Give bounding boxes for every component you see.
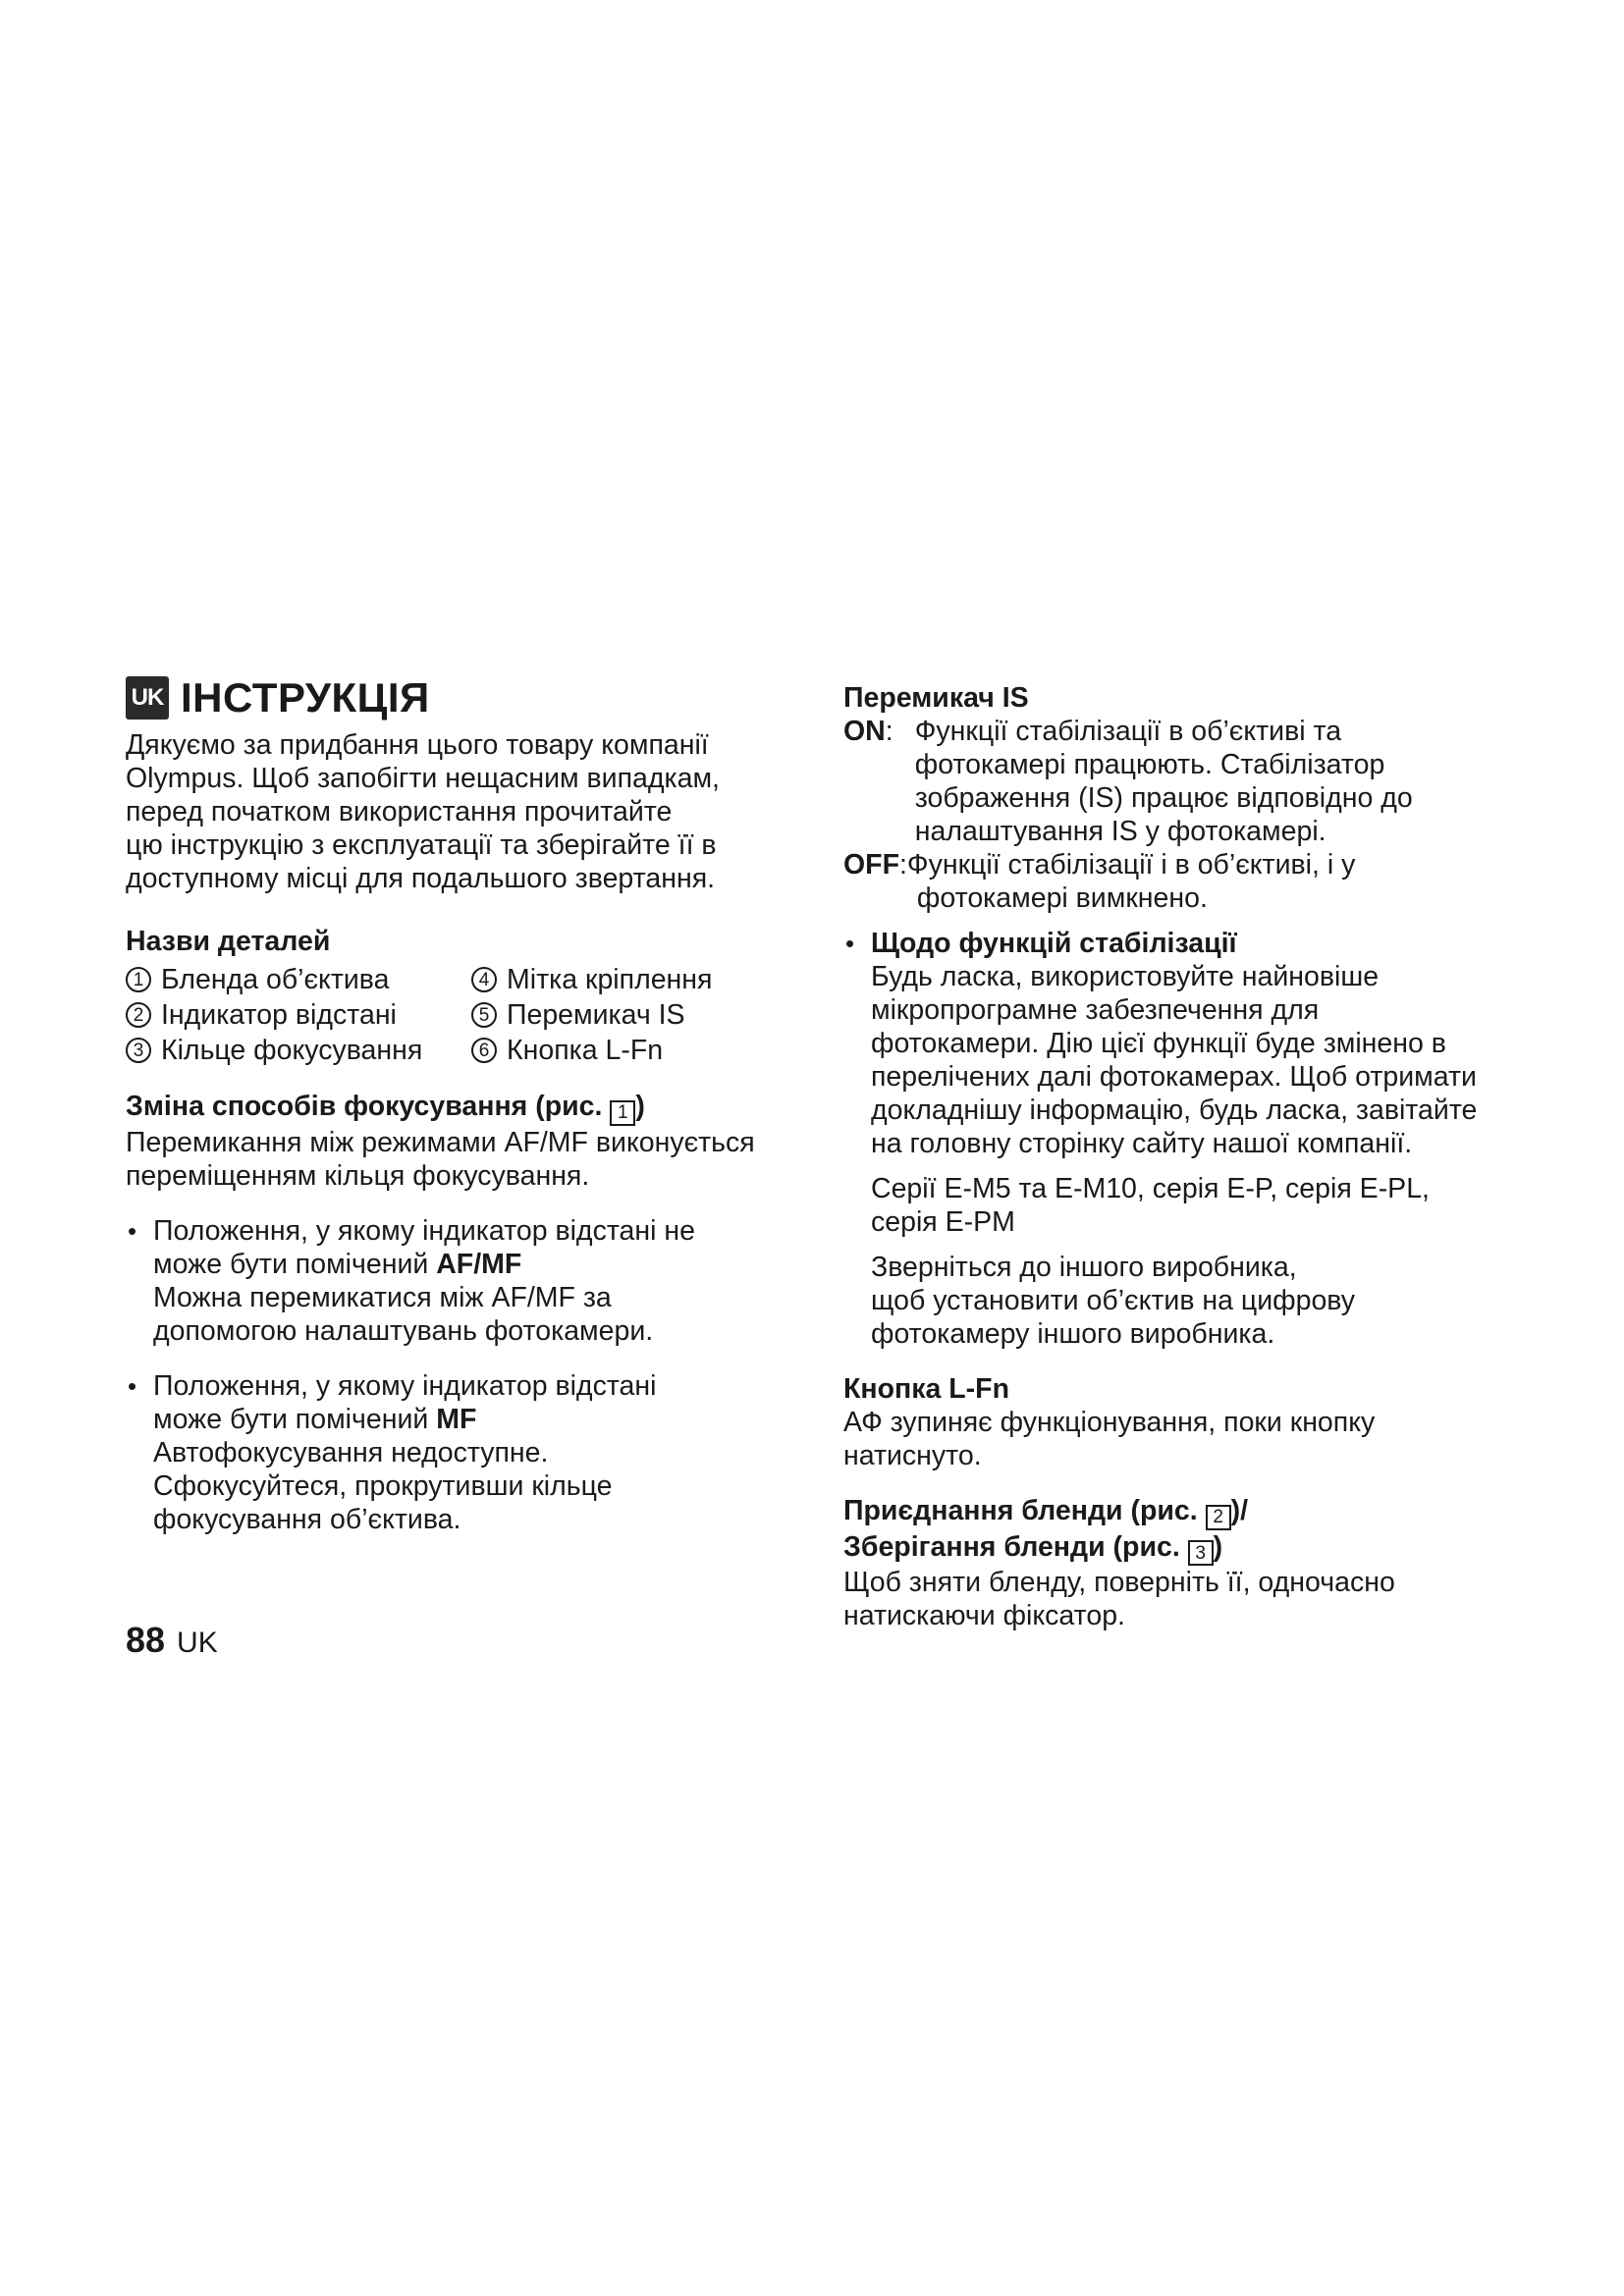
section-title bbox=[126, 675, 813, 721]
part-label: Індикатор відстані bbox=[161, 999, 397, 1031]
hood-heading-end: ) bbox=[1213, 1530, 1223, 1563]
right-column bbox=[843, 681, 1531, 1632]
stab-line: на головну сторінку сайту нашої компанії. bbox=[871, 1128, 1413, 1159]
bullet-line: Автофокусування недоступне. bbox=[153, 1436, 549, 1468]
term-separator: : bbox=[885, 716, 893, 747]
stab-line: Будь ласка, використовуйте найновіше bbox=[871, 961, 1380, 992]
other-line: щоб установити об’єктив на цифрову bbox=[871, 1285, 1356, 1316]
part-label: Перемикач IS bbox=[507, 999, 685, 1031]
focus-text-line: переміщенням кільця фокусування. bbox=[126, 1159, 590, 1192]
is-on-definition bbox=[843, 715, 1531, 848]
intro-paragraph bbox=[126, 728, 813, 895]
bullet-line: фокусування об’єктива. bbox=[153, 1503, 461, 1535]
other-line: фотокамеру іншого виробника. bbox=[871, 1318, 1275, 1350]
part-item bbox=[126, 962, 471, 997]
hood-heading-text: Приєднання бленди (рис. bbox=[843, 1495, 1206, 1526]
part-label: Мітка кріплення bbox=[507, 964, 713, 995]
bullet-line: • Положення, у якому індикатор відстані не bbox=[153, 1214, 695, 1247]
intro-line: доступному місці для подальшого звертання. bbox=[126, 863, 716, 894]
off-description bbox=[907, 848, 1355, 915]
other-line: Зверніться до іншого виробника, bbox=[871, 1252, 1297, 1283]
parts-heading: Назви деталей bbox=[126, 926, 331, 957]
on-term: ON bbox=[843, 716, 886, 747]
hood-heading-text: Зберігання бленди (рис. bbox=[843, 1530, 1188, 1563]
stab-line: перелічених далі фотокамерах. Щоб отримати bbox=[871, 1061, 1477, 1093]
series-line: серія E-PM bbox=[871, 1206, 1015, 1238]
part-item bbox=[126, 1033, 471, 1068]
on-line: налаштування IS у фотокамері. bbox=[914, 816, 1326, 847]
lfn-line: АФ зупиняє функціонування, поки кнопку bbox=[843, 1407, 1376, 1438]
page-footer bbox=[126, 1620, 218, 1661]
on-description bbox=[903, 715, 1413, 848]
stab-heading: • Щодо функцій стабілізації bbox=[871, 928, 1237, 959]
stab-line: докладнішу інформацію, будь ласка, завітайте bbox=[871, 1095, 1478, 1126]
part-item bbox=[126, 997, 471, 1033]
lfn-heading: Кнопка L-Fn bbox=[843, 1373, 1009, 1405]
left-column bbox=[126, 675, 813, 1536]
bullet-line bbox=[153, 1403, 813, 1436]
bullet-text: може бути помічений bbox=[153, 1248, 437, 1280]
parts-list bbox=[126, 962, 813, 1068]
stab-line: фотокамери. Дію цієї функції буде змінено в bbox=[871, 1028, 1446, 1059]
on-line: зображення (IS) працює відповідно до bbox=[914, 782, 1413, 814]
part-label: Бленда об’єктива bbox=[161, 964, 390, 995]
off-line: фотокамері вимкнено. bbox=[916, 882, 1208, 914]
part-label: Кільце фокусування bbox=[161, 1035, 423, 1066]
bullet-text: може бути помічений bbox=[153, 1403, 437, 1435]
page-number: 88 bbox=[126, 1620, 166, 1660]
bullet-line: допомогою налаштувань фотокамери. bbox=[153, 1314, 654, 1347]
figure-ref-icon: 2 bbox=[1206, 1505, 1231, 1530]
number-circle-icon: 2 bbox=[126, 1002, 151, 1028]
bullet-line: Сфокусуйтеся, прокрутивши кільце bbox=[153, 1469, 613, 1502]
term-separator: : bbox=[899, 849, 907, 881]
intro-line: цю інструкцію з експлуатації та зберігайте її в bbox=[126, 829, 717, 861]
off-term: OFF bbox=[843, 849, 899, 881]
focus-heading bbox=[126, 1090, 813, 1126]
part-item bbox=[471, 1033, 805, 1068]
bullet-line bbox=[153, 1248, 813, 1281]
bullet-item bbox=[126, 1369, 813, 1536]
mode-label: MF bbox=[436, 1403, 477, 1435]
hood-heading bbox=[843, 1494, 1531, 1530]
number-circle-icon: 1 bbox=[126, 967, 151, 992]
hood-line: Щоб зняти бленду, поверніть її, одночасно bbox=[843, 1567, 1395, 1598]
stab-line: мікропрограмне забезпечення для bbox=[871, 994, 1320, 1026]
off-line: Функції стабілізації і в об’єктиві, і у bbox=[906, 849, 1356, 881]
intro-line: перед початком використання прочитайте bbox=[126, 796, 673, 828]
focus-heading-end: ) bbox=[635, 1091, 645, 1122]
mode-label: AF/MF bbox=[436, 1248, 522, 1280]
stabilization-note bbox=[843, 927, 1531, 1351]
focus-heading-text: Зміна способів фокусування (рис. bbox=[126, 1091, 611, 1122]
is-heading: Перемикач IS bbox=[843, 682, 1029, 714]
number-circle-icon: 5 bbox=[471, 1002, 497, 1028]
intro-line: Дякуємо за придбання цього товару компанії bbox=[126, 729, 709, 761]
page-title: ІНСТРУКЦІЯ bbox=[181, 674, 430, 721]
on-line: Функції стабілізації в об’єктиві та bbox=[914, 716, 1342, 747]
bullet-line: • Положення, у якому індикатор відстані bbox=[153, 1369, 657, 1402]
language-badge: UK bbox=[126, 676, 169, 720]
number-circle-icon: 3 bbox=[126, 1038, 151, 1063]
on-line: фотокамері працюють. Стабілізатор bbox=[914, 749, 1385, 780]
lfn-line: натиснуто. bbox=[843, 1440, 982, 1471]
hood-heading-end: )/ bbox=[1230, 1495, 1249, 1526]
part-item bbox=[471, 962, 805, 997]
hood-heading bbox=[843, 1530, 1531, 1567]
figure-ref-icon: 1 bbox=[610, 1100, 635, 1126]
number-circle-icon: 4 bbox=[471, 967, 497, 992]
is-off-definition bbox=[843, 848, 1531, 915]
page-language: UK bbox=[177, 1627, 218, 1659]
part-item bbox=[471, 997, 805, 1033]
focus-text-line: Перемикання між режимами AF/MF виконується bbox=[126, 1126, 755, 1158]
intro-line: Olympus. Щоб запобігти нещасним випадкам, bbox=[126, 763, 720, 794]
number-circle-icon: 6 bbox=[471, 1038, 497, 1063]
series-line: Серії E-M5 та E-M10, серія E-P, серія E-PL, bbox=[871, 1173, 1430, 1204]
part-label: Кнопка L-Fn bbox=[507, 1035, 664, 1066]
hood-line: натискаючи фіксатор. bbox=[843, 1600, 1125, 1631]
figure-ref-icon: 3 bbox=[1188, 1540, 1214, 1566]
bullet-item bbox=[126, 1214, 813, 1348]
bullet-line: Можна перемикатися між AF/MF за bbox=[153, 1281, 612, 1313]
